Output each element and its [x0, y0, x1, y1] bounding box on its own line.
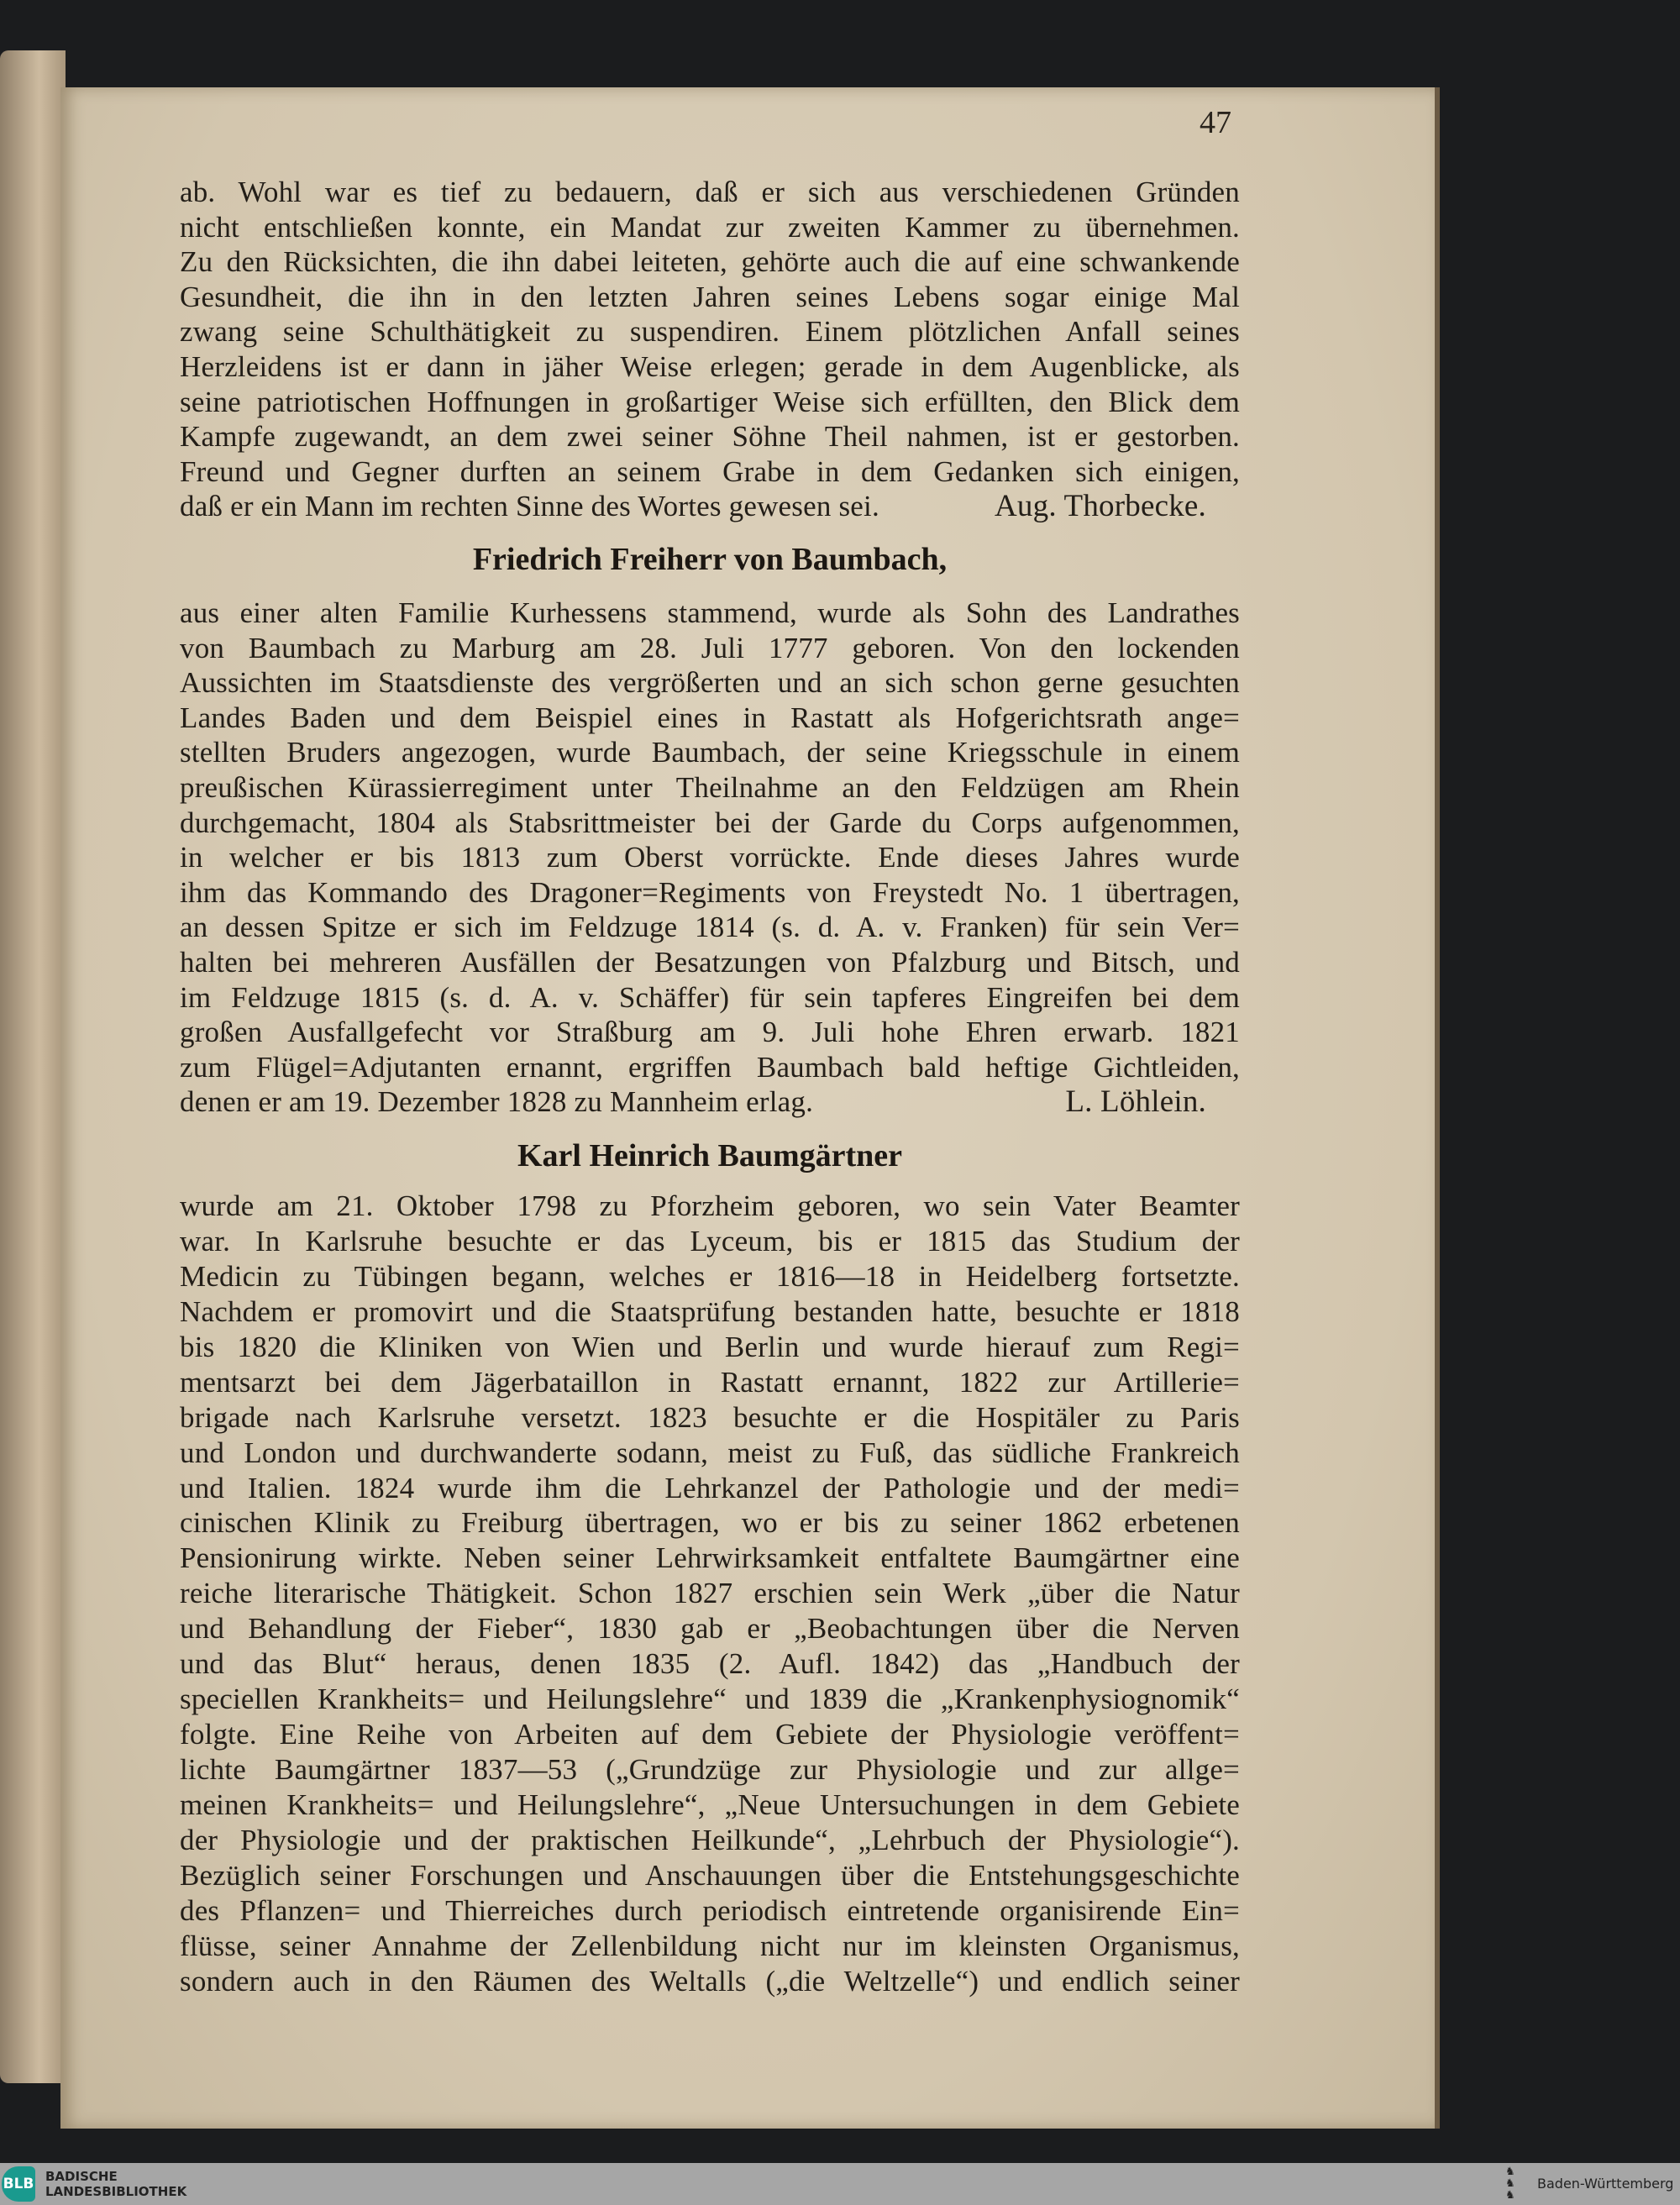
- text-line: preußischen Kürassierregiment unter Theilnahme an den Feldzügen am Rhein: [180, 770, 1240, 804]
- text-line: ab. Wohl war es tief zu bedauern, daß er sich aus verschiedenen Gründen: [180, 176, 1240, 208]
- text-line: und Italien. 1824 wurde ihm die Lehrkanzel der Pathologie und der medi=: [180, 1471, 1240, 1504]
- text-line: und das Blut“ heraus, denen 1835 (2. Aufl. 1842) das „Handbuch der: [180, 1647, 1240, 1681]
- text-line: ihm das Kommando des Dragoner=Regiments von Freystedt No. 1 übertragen,: [180, 875, 1240, 909]
- text-line: Herzleidens ist er dann in jäher Weise erlegen; gerade in dem Augenblicke, als: [180, 349, 1240, 383]
- text-line: Aussichten im Staatsdienste des vergrößerten und an sich schon gerne gesuchten: [180, 666, 1240, 700]
- heading-baumgaertner: Karl Heinrich Baumgärtner: [517, 1138, 903, 1173]
- text-line: Nachdem er promovirt und die Staatsprüfung bestanden hatte, besuchte er 1818: [180, 1294, 1240, 1328]
- text-line: cinischen Klinik zu Freiburg übertragen, wo er bis zu seiner 1862 erbetenen: [180, 1506, 1240, 1540]
- text-line: zwang seine Schulthätigkeit zu suspendiren. Einem plötzlichen Anfall seines: [180, 315, 1240, 349]
- paragraph-baumgaertner: [180, 1189, 1240, 1999]
- text-line: Freund und Gegner durften an seinem Grabe in dem Gedanken sich einigen,: [180, 454, 1240, 488]
- text-line: stellten Bruders angezogen, wurde Baumbach, der seine Kriegsschule in einem: [180, 736, 1240, 769]
- baden-wuerttemberg-label: Baden-Württemberg: [1537, 2176, 1674, 2192]
- text-line: meinen Krankheits= und Heilungslehre“, „Neue Untersuchungen in dem Gebiete: [180, 1788, 1240, 1821]
- text-line: in welcher er bis 1813 zum Oberst vorrückte. Ende dieses Jahres wurde: [180, 841, 1240, 874]
- text-line: mentsarzt bei dem Jägerbataillon in Rastatt ernannt, 1822 zur Artillerie=: [180, 1365, 1240, 1399]
- text-line: und Behandlung der Fieber“, 1830 gab er „Beobachtungen über die Nerven: [180, 1612, 1240, 1646]
- text-line-content: denen er am 19. Dezember 1828 zu Mannheim erlag.: [180, 1085, 814, 1119]
- text-line: Medicin zu Tübingen begann, welches er 1816—18 in Heidelberg fortsetzte.: [180, 1259, 1240, 1293]
- library-name-line-2: LANDESBIBLIOTHEK: [45, 2184, 187, 2199]
- text-line: seine patriotischen Hoffnungen in großartiger Weise sich erfüllten, den Blick dem: [180, 385, 1240, 418]
- text-line: durchgemacht, 1804 als Stabsrittmeister bei der Garde du Corps aufgenommen,: [180, 806, 1240, 839]
- text-line: brigade nach Karlsruhe versetzt. 1823 besuchte er die Hospitäler zu Paris: [180, 1400, 1240, 1434]
- text-line: halten bei mehreren Ausfällen der Besatzungen von Pfalzburg und Bitsch, und: [180, 945, 1240, 979]
- blb-logo[interactable]: BLB: [2, 2166, 35, 2202]
- text-line: zum Flügel=Adjutanten ernannt, ergriffen Baumbach bald heftige Gichtleiden,: [180, 1050, 1240, 1084]
- page-number: 47: [1200, 105, 1231, 140]
- text-line: flüsse, seiner Annahme der Zellenbildung nicht nur im kleinsten Organismus,: [180, 1929, 1240, 1962]
- left-page-edge: [0, 50, 66, 2083]
- text-line: Gesundheit, die ihn in den letzten Jahren seines Lebens sogar einige Mal: [180, 280, 1240, 313]
- text-line: sondern auch in den Räumen des Weltalls („die Weltzelle“) und endlich seiner: [180, 1964, 1240, 1998]
- heading-baumbach: Friedrich Freiherr von Baumbach,: [472, 542, 948, 577]
- text-line: bis 1820 die Kliniken von Wien und Berlin und wurde hierauf zum Regi=: [180, 1330, 1240, 1363]
- text-line: im Feldzuge 1815 (s. d. A. v. Schäffer) für sein tapferes Eingreifen bei dem: [180, 980, 1240, 1014]
- library-name-line-1: BADISCHE: [45, 2169, 118, 2184]
- paragraph-baumbach: [180, 596, 1240, 1120]
- text-line: Kampfe zugewandt, an dem zwei seiner Söhne Theil nahmen, ist er gestorben.: [180, 420, 1240, 454]
- text-line: lichte Baumgärtner 1837—53 („Grundzüge zur Physiologie und zur allge=: [180, 1753, 1240, 1786]
- text-line: Bezüglich seiner Forschungen und Anschauungen über die Entstehungsgeschichte: [180, 1858, 1240, 1892]
- text-line: großen Ausfallgefecht vor Straßburg am 9. Juli hohe Ehren erwarb. 1821: [180, 1016, 1240, 1049]
- text-line: Zu den Rücksichten, die ihn dabei leiteten, gehörte auch die auf eine schwankende: [180, 245, 1240, 279]
- baden-wuerttemberg-lions-icon: ♞ ♞ ♞: [1505, 2165, 1515, 2201]
- text-line: von Baumbach zu Marburg am 28. Juli 1777 geboren. Von den lockenden: [180, 631, 1240, 664]
- text-line: nicht entschließen konnte, ein Mandat zur zweiten Kammer zu übernehmen.: [180, 210, 1240, 244]
- text-line: der Physiologie und der praktischen Heilkunde“, „Lehrbuch der Physiologie“).: [180, 1823, 1240, 1856]
- author-signature: Aug. Thorbecke.: [995, 489, 1206, 524]
- text-line: aus einer alten Familie Kurhessens stammend, wurde als Sohn des Landrathes: [180, 596, 1240, 629]
- text-line: speciellen Krankheits= und Heilungslehre“ und 1839 die „Krankenphysiognomik“: [180, 1683, 1240, 1716]
- library-name: [45, 2169, 186, 2199]
- text-line: war. In Karlsruhe besuchte er das Lyceum, bis er 1815 das Studium der: [180, 1224, 1240, 1257]
- text-line: folgte. Eine Reihe von Arbeiten auf dem Gebiete der Physiologie veröffent=: [180, 1718, 1240, 1751]
- text-line: wurde am 21. Oktober 1798 zu Pforzheim geboren, wo sein Vater Beamter: [180, 1189, 1240, 1222]
- paragraph-thorbecke: [180, 175, 1240, 524]
- text-line: Landes Baden und dem Beispiel eines in Rastatt als Hofgerichtsrath ange=: [180, 701, 1240, 734]
- text-line: reiche literarische Thätigkeit. Schon 1827 erschien sein Werk „über die Natur: [180, 1577, 1240, 1610]
- text-line: [180, 489, 1240, 524]
- footer-bar: [0, 2163, 1680, 2205]
- text-line-content: daß er ein Mann im rechten Sinne des Wortes gewesen sei.: [180, 490, 879, 523]
- text-line: an dessen Spitze er sich im Feldzuge 1814 (s. d. A. v. Franken) für sein Ver=: [180, 911, 1240, 944]
- text-line: Pensionirung wirkte. Neben seiner Lehrwirksamkeit entfaltete Baumgärtner eine: [180, 1541, 1240, 1575]
- text-line: und London und durchwanderte sodann, meist zu Fuß, das südliche Frankreich: [180, 1436, 1240, 1469]
- text-line: [180, 1084, 1240, 1120]
- author-signature: L. Löhlein.: [1065, 1084, 1206, 1120]
- text-line: des Pflanzen= und Thierreiches durch periodisch eintretende organisirende Ein=: [180, 1893, 1240, 1927]
